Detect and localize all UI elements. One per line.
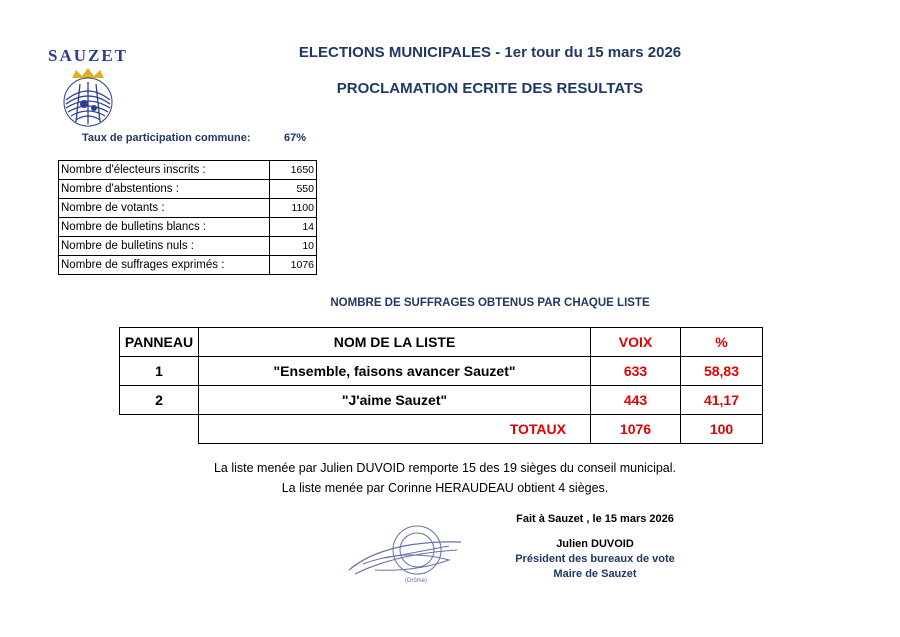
outcome-line-1: La liste menée par Julien DUVOID remporte 15 des 19 sièges du conseil municipal. [213,461,677,475]
stats-value: 1650 [270,161,317,180]
outcome-line-2: La liste menée par Corinne HERAUDEAU obtient 4 sièges. [281,481,609,495]
totals-voix: 1076 [591,415,681,444]
results-table [119,327,763,444]
turnout-stats-table [58,160,317,275]
stats-label: Nombre de suffrages exprimés : [59,256,270,275]
document-subtitle: PROCLAMATION ECRITE DES RESULTATS [336,80,644,97]
stats-value: 1076 [270,256,317,275]
stats-label: Nombre de votants : [59,199,270,218]
stats-row [59,180,317,199]
stats-label: Nombre de bulletins blancs : [59,218,270,237]
results-row [120,357,763,386]
document-title: ELECTIONS MUNICIPALES - 1er tour du 15 mars 2026 [298,44,682,61]
results-header-row [120,328,763,357]
stats-value: 10 [270,237,317,256]
row-panneau: 1 [120,357,199,386]
stats-row [59,161,317,180]
col-header-panneau: PANNEAU [120,328,199,357]
row-pct: 41,17 [681,386,763,415]
row-list-name: "Ensemble, faisons avancer Sauzet" [199,357,591,386]
stats-label: Nombre d'électeurs inscrits : [59,161,270,180]
place-and-date: Fait à Sauzet , le 15 mars 2026 [516,513,674,525]
row-list-name: "J'aime Sauzet" [199,386,591,415]
col-header-nom: NOM DE LA LISTE [199,328,591,357]
totals-label: TOTAUX [199,415,591,444]
results-row [120,386,763,415]
col-header-voix: VOIX [591,328,681,357]
stats-value: 1100 [270,199,317,218]
stats-label: Nombre d'abstentions : [59,180,270,199]
stats-row [59,199,317,218]
signer-name: Julien DUVOID [556,538,634,550]
participation-value: 67% [284,132,307,144]
svg-text:(Drôme): (Drôme) [405,578,427,584]
stats-row [59,218,317,237]
row-voix: 443 [591,386,681,415]
official-stamp-signature [345,520,465,586]
logo-wordmark: SAUZET [48,46,129,65]
signer-role-mayor: Maire de Sauzet [553,568,637,580]
col-header-pct: % [681,328,763,357]
stats-row [59,237,317,256]
stats-row [59,256,317,275]
town-crest-icon [46,46,130,128]
stats-label: Nombre de bulletins nuls : [59,237,270,256]
participation-label: Taux de participation commune: [82,132,251,144]
row-panneau: 2 [120,386,199,415]
totals-pct: 100 [681,415,763,444]
totals-empty-cell [120,415,199,444]
results-totals-row [120,415,763,444]
row-voix: 633 [591,357,681,386]
stats-value: 14 [270,218,317,237]
signer-role-president: Président des bureaux de vote [515,553,675,565]
results-heading: NOMBRE DE SUFFRAGES OBTENUS PAR CHAQUE LISTE [330,297,650,309]
stats-value: 550 [270,180,317,199]
row-pct: 58,83 [681,357,763,386]
